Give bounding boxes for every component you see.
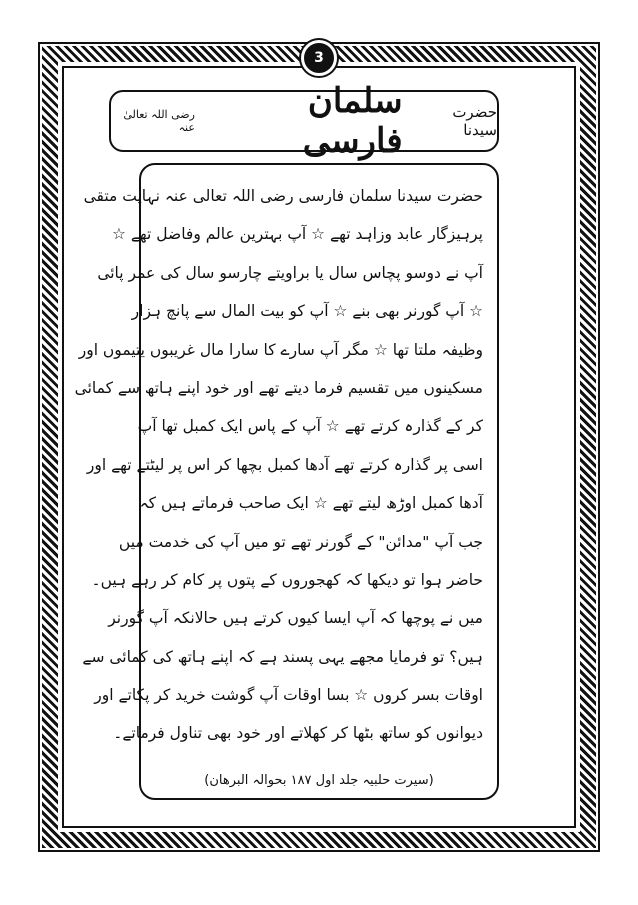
text-line: کر کے گذارہ کرتے تھے ☆ آپ کے پاس ایک کمبل تھا آپ bbox=[137, 417, 483, 436]
text-line: ☆ آپ گورنر بھی بنے ☆ آپ کو بیت المال سے پانچ ہزار bbox=[131, 302, 483, 321]
text-line: جب آپ "مدائن" کے گورنر تھے تو میں آپ کی خدمت میں bbox=[118, 532, 483, 551]
title-prefix: حضرت سیدنا bbox=[452, 103, 497, 139]
text-line: مسکینوں میں تقسیم فرما دیتے تھے اور خود اپنے ہاتھ سے کمائی bbox=[74, 378, 483, 397]
text-line: آپ نے دوسو پچاس سال یا براویتے چارسو سال کی عمر پائی bbox=[97, 263, 483, 282]
citation-reference: (سیرت حلبیہ جلد اول ۱۸۷ بحوالہ البرھان) bbox=[204, 773, 434, 788]
text-line: حضرت سیدنا سلمان فارسی رضی اللہ تعالی عنہ نہایت متقی bbox=[83, 187, 483, 205]
text-line: حاضر ہوا تو دیکھا کہ کھجوروں کے پتوں پر کام کر رہے ہیں۔ bbox=[91, 570, 483, 589]
text-line: اوقات بسر کروں ☆ بسا اوقات آپ گوشت خرید کر پکاتے اور bbox=[94, 686, 483, 705]
text-line: وظیفہ ملتا تھا ☆ مگر آپ سارے کا سارا مال غریبوں یتیموں اور bbox=[78, 340, 483, 359]
text-line: ہیں؟ تو فرمایا مجھے یہی پسند ہے کہ اپنے ہاتھ کی کمائی سے bbox=[82, 647, 483, 666]
text-line: پرہیزگار عابد وزاہد تھے ☆ آپ بہترین عالم وفاضل تھے ☆ bbox=[112, 225, 483, 244]
text-line: میں نے پوچھا کہ آپ ایسا کیوں کرتے ہیں حالانکہ آپ گورنر bbox=[108, 609, 483, 628]
text-body-box bbox=[74, 163, 499, 800]
page-title: سلمان فارسی bbox=[302, 81, 403, 161]
text-line: آدھا کمبل اوڑھ لیتے تھے ☆ ایک صاحب فرماتے ہیں کہ bbox=[139, 494, 483, 513]
title-honorific: رضی اللہ تعالیٰ عنہ bbox=[123, 108, 195, 134]
page-number-badge: 3 bbox=[301, 40, 337, 76]
text-line: دیوانوں کو ساتھ بٹھا کر کھلاتے اور خود بھی تناول فرماتے۔ bbox=[113, 724, 483, 743]
title-banner bbox=[109, 81, 499, 161]
text-line: اسی پر گذارہ کرتے تھے آدھا کمبل بچھا کر اس پر لیٹتے تھے اور bbox=[86, 455, 483, 474]
